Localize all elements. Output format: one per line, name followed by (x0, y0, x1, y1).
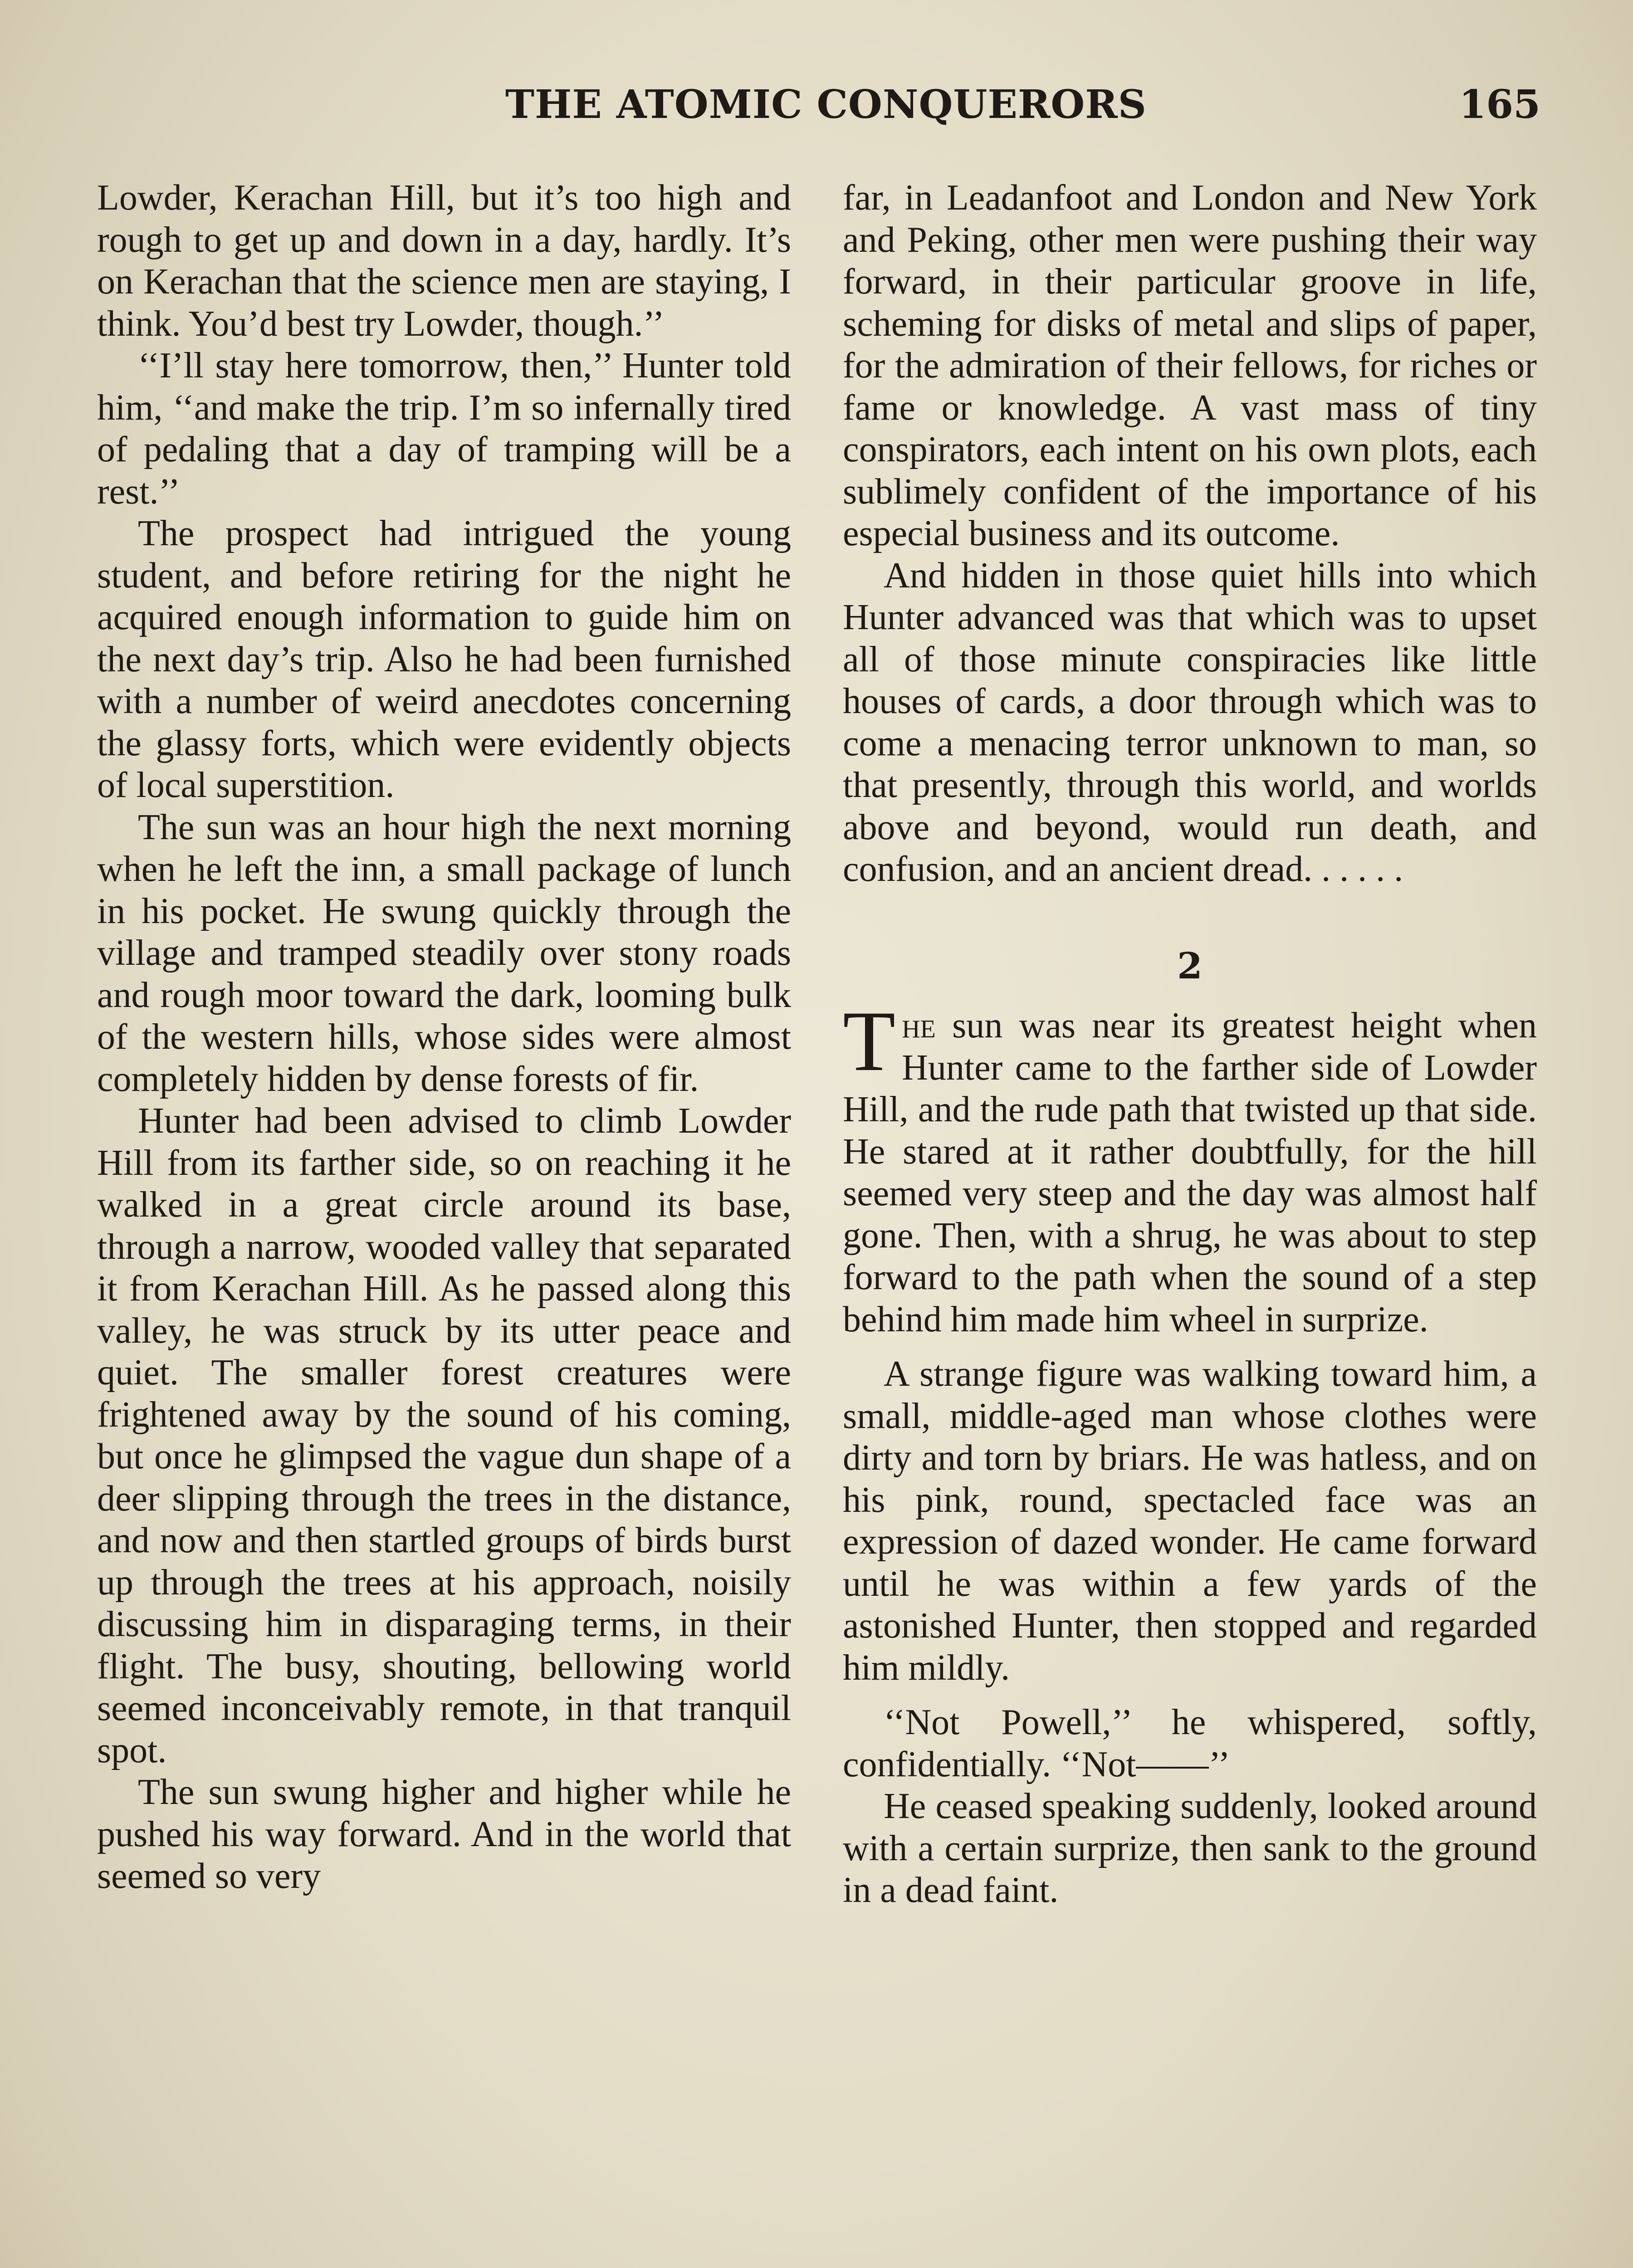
paragraph-text: sun was near its greatest height when Hunter came to the farther side of Lowder Hill, and the rude path that twisted up that side. He stared at it rather doubtfully, for the hill seemed very steep and the day was almost half gone. Then, with a shrug, he was about to step forward to the path when the sound of a step behind him made him wheel in surprize. (843, 1006, 1537, 1339)
running-title: THE ATOMIC CONQUERORS (505, 82, 1147, 127)
paragraph: And hidden in those quiet hills into which Hunter advanced was that which was to upset all of those minute conspiracies like little houses of cards, a door through which was to come a menacing terror unknown to man, so that presently, through this world, and worlds above and beyond, would run death, and confusion, and an ancient dread. . . . . . (843, 555, 1537, 889)
paragraph: A strange figure was walking toward him, a small, middle-aged man whose clothes were dirty and torn by briars. He was hatless, and on his pink, round, spectacled face was an expression of dazed wonder. He came forward until he was within a few yards of the astonished Hunter, then stopped and regarded him mildly. (843, 1354, 1537, 1688)
paragraph-gap (843, 1340, 1537, 1353)
paragraph: far, in Leadanfoot and London and New York and Peking, other men were pushing their way forward, in their particular groove in life, scheming for disks of metal and slips of paper, for the admiration of their fellows, for riches or fame or knowledge. A vast mass of tiny conspirators, each intent on his own plots, each sublimely confident of the importance of his especial business and its outcome. (843, 178, 1537, 553)
drop-cap-letter: T (843, 994, 896, 1089)
small-caps-lead: he (902, 1006, 936, 1046)
paragraph: ‘‘Not Powell,’’ he whispered, softly, confidentially. ‘‘Not——’’ (843, 1702, 1537, 1784)
paragraph: The prospect had intrigued the young student, and before retiring for the night he acquired enough information to guide him on the next day’s trip. Also he had been furnished with a number of weird anecdotes concerning the glassy forts, which were evidently objects of local superstition. (97, 513, 791, 805)
page-number: 165 (1459, 82, 1540, 127)
left-column (97, 177, 791, 1897)
paragraph: Hunter had been advised to climb Lowder Hill from its farther side, so on reaching it he walked in a great circle around its base, through a narrow, wooded valley that separated it from Kerachan Hill. As he passed along this valley, he was struck by its utter peace and quiet. The smaller forest creatures were frightened away by the sound of his coming, but once he glimpsed the vague dun shape of a deer slipping through the trees in the distance, and now and then startled groups of birds burst up through the trees at his approach, noisily discussing him in disparaging terms, in their flight. The busy, shouting, bellowing world seemed inconceivably remote, in that tranquil spot. (97, 1101, 791, 1770)
paragraph: The sun swung higher and higher while he pushed his way forward. And in the world that seemed so very (97, 1772, 791, 1896)
paragraph: The sun was an hour high the next morning when he left the inn, a small package of lunch in his pocket. He swung quickly through the village and tramped steadily over stony roads and rough moor toward the dark, looming bulk of the western hills, whose sides were almost completely hidden by dense forests of fir. (97, 807, 791, 1099)
page-header (97, 82, 1540, 136)
paragraph: ‘‘I’ll stay here tomorrow, then,’’ Hunter told him, ‘‘and make the trip. I’m so infernally tired of pedaling that a day of tramping will be a rest.’’ (97, 346, 791, 512)
right-column (843, 177, 1537, 1911)
paragraph: He ceased speaking suddenly, looked around with a certain surprize, then sank to the ground in a dead faint. (843, 1786, 1537, 1910)
paragraph-dropcap (843, 994, 1537, 1340)
section-number: 2 (1177, 944, 1203, 987)
paragraph-gap (843, 1689, 1537, 1701)
paragraph: Lowder, Kerachan Hill, but it’s too high and rough to get up and down in a day, hardly. It’s on Kerachan that the science men are staying, I think. You’d best try Lowder, though.’’ (97, 178, 791, 344)
